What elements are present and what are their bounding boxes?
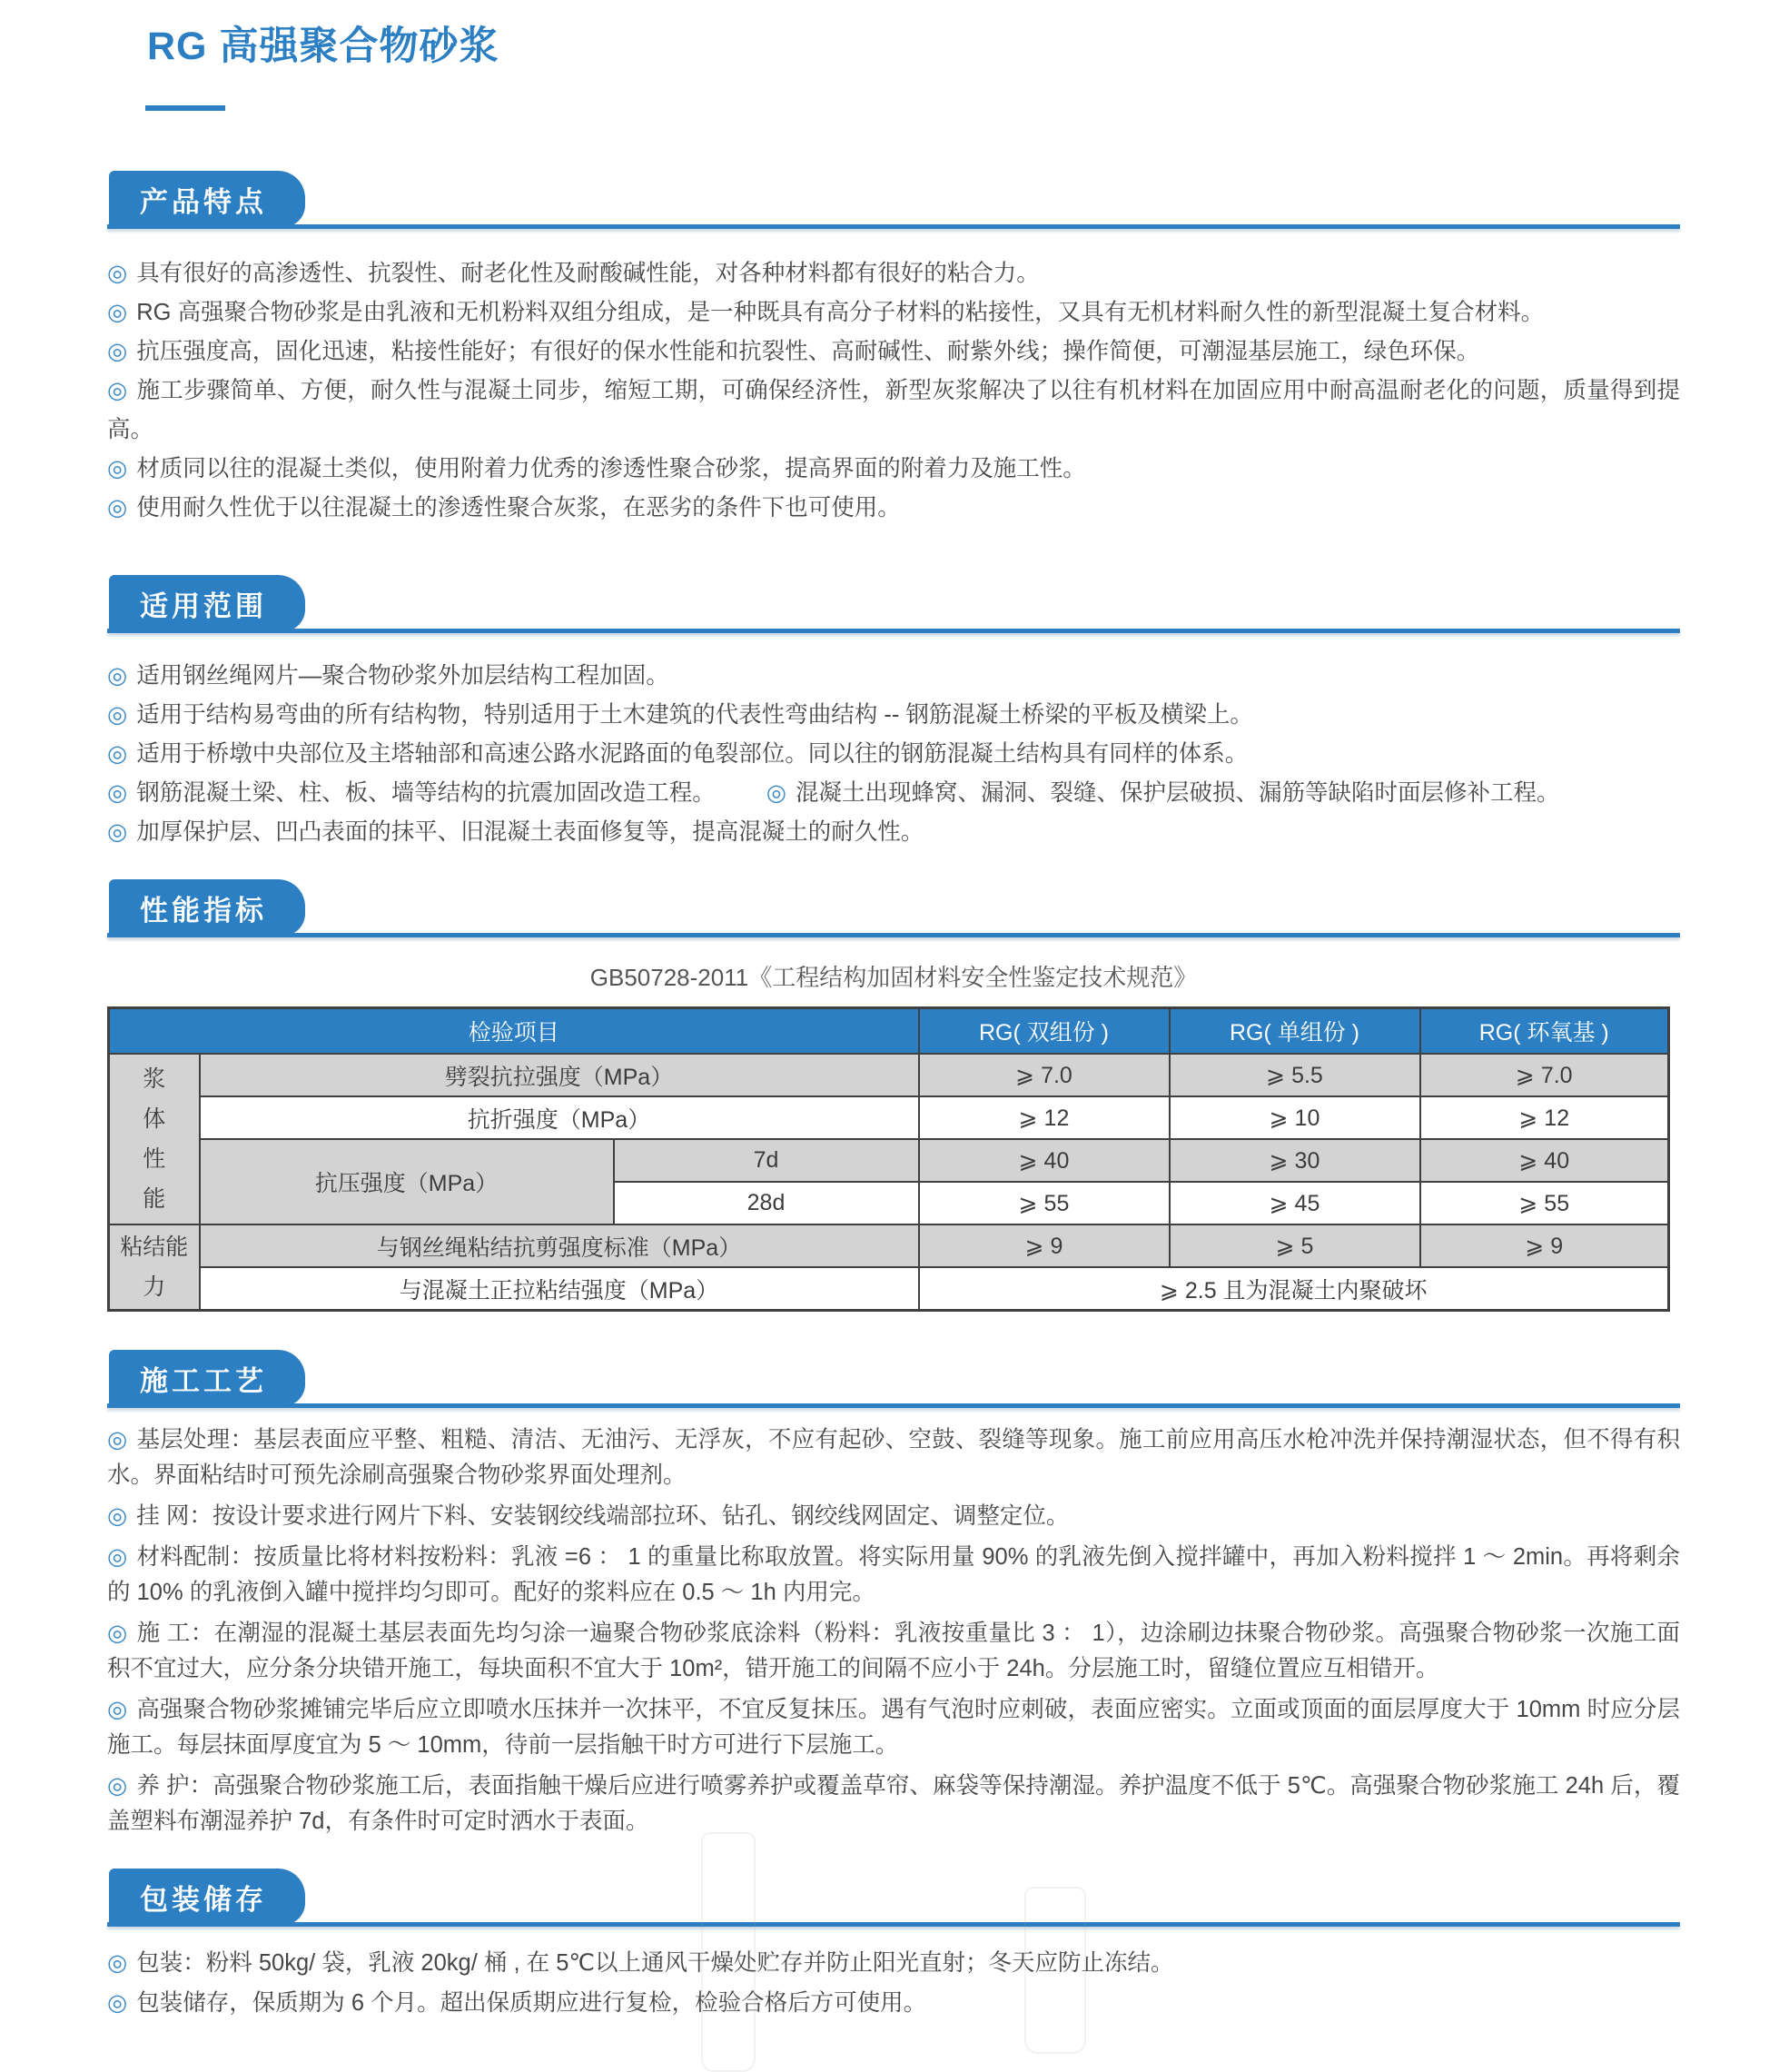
bullet-icon: ◎ (107, 1773, 128, 1799)
cell-value: ⩾ 9 (1420, 1224, 1669, 1267)
performance-table (107, 1006, 1670, 1312)
bullet-icon: ◎ (107, 378, 128, 403)
section-rule (107, 224, 1680, 229)
scope-list (107, 657, 1680, 852)
list-item-text: 包装储存，保质期为 6 个月。超出保质期应进行复检，检验合格后方可使用。 (136, 1990, 927, 2016)
cell-value: ⩾ 12 (1420, 1096, 1669, 1139)
section-badge-performance: 性能指标 (109, 879, 305, 936)
row-label: 与钢丝绳粘结抗剪强度标准（MPa） (200, 1224, 919, 1267)
list-item (107, 657, 1680, 696)
list-item (107, 1985, 1680, 2021)
list-item (107, 696, 1680, 735)
list-item (107, 489, 1680, 528)
table-row (109, 1054, 1669, 1096)
list-item-text: 适用钢丝绳网片—聚合物砂浆外加层结构工程加固。 (136, 663, 669, 689)
bullet-icon: ◎ (107, 1503, 128, 1529)
list-item-text: 钢筋混凝土梁、柱、板、墙等结构的抗震加固改造工程。 (136, 780, 716, 806)
section-header-construction (107, 1348, 1680, 1408)
table-row (109, 1139, 1669, 1182)
list-item-text: 施工步骤简单、方便，耐久性与混凝土同步，缩短工期，可确保经济性，新型灰浆解决了以往有机材料在加固应用中耐高温耐老化的问题，质量得到提高。 (107, 378, 1680, 442)
list-item (107, 332, 1680, 372)
cell-value-merged: ⩾ 2.5 且为混凝土内聚破坏 (919, 1267, 1669, 1311)
row-label: 与混凝土正拉粘结强度（MPa） (200, 1267, 919, 1311)
bullet-icon: ◎ (107, 663, 128, 689)
list-item (107, 735, 1680, 774)
list-item-text: 使用耐久性优于以往混凝土的渗透性聚合灰浆，在恶劣的条件下也可使用。 (136, 495, 901, 520)
list-item (107, 1499, 1680, 1534)
cell-value: ⩾ 55 (1420, 1182, 1669, 1224)
list-item-text: 抗压强度高，固化迅速，粘接性能好；有很好的保水性能和抗裂性、高耐碱性、耐紫外线；操作简便，可潮湿基层施工，绿色环保。 (136, 339, 1480, 364)
table-caption: GB50728-2011《工程结构加固材料安全性鉴定技术规范》 (589, 964, 1198, 991)
section-rule (107, 1403, 1680, 1408)
page-title: RG 高强聚合物砂浆 (147, 25, 499, 68)
table-header-row (109, 1008, 1669, 1055)
list-item-text: RG 高强聚合物砂浆是由乳液和无机粉料双组分组成，是一种既具有高分子材料的粘接性，又具有无机材料耐久性的新型混凝土复合材料。 (136, 300, 1545, 325)
cell-value: ⩾ 5 (1170, 1224, 1420, 1267)
col-header-rge: RG( 环氧基 ) (1420, 1008, 1669, 1055)
bullet-icon: ◎ (107, 456, 128, 481)
bullet-icon: ◎ (107, 1544, 128, 1570)
list-item-text: 具有很好的高渗透性、抗裂性、耐老化性及耐酸碱性能，对各种材料都有很好的粘合力。 (136, 261, 1040, 286)
section-badge-features: 产品特点 (109, 171, 305, 227)
list-item-text: 混凝土出现蜂窝、漏洞、裂缝、保护层破损、漏筋等缺陷时面层修补工程。 (796, 780, 1560, 806)
bullet-icon: ◎ (107, 495, 128, 520)
list-item (107, 372, 1680, 450)
title-underline (145, 105, 225, 111)
list-item (107, 1423, 1680, 1493)
cell-value: ⩾ 40 (919, 1139, 1170, 1182)
bullet-icon: ◎ (107, 702, 128, 728)
list-item (107, 254, 1680, 293)
cell-value: ⩾ 5.5 (1170, 1054, 1420, 1096)
group-label-slurry: 浆体性能 (109, 1054, 200, 1224)
col-header-rg2: RG( 双组份 ) (919, 1008, 1170, 1055)
list-item-text: 高强聚合物砂浆摊铺完毕后应立即喷水压抹并一次抹平，不宜反复抹压。遇有气泡时应刺破，表面应密实。立面或顶面的面层厚度大于 10mm 时应分层施工。每层抹面厚度宜为 5 ～ 10mm，待前一层指触干时方可进行下层施工。 (107, 1697, 1680, 1758)
cell-value: ⩾ 9 (919, 1224, 1170, 1267)
list-item (107, 450, 1680, 489)
list-item-text: 养 护：高强聚合物砂浆施工后，表面指触干燥后应进行喷雾养护或覆盖草帘、麻袋等保持潮湿。养护温度不低于 5℃。高强聚合物砂浆施工 24h 后，覆盖塑料布潮湿养护 7d，有条件时可定时洒水于表面。 (107, 1773, 1680, 1834)
row-label-compressive: 抗压强度（MPa） (200, 1139, 614, 1224)
section-rule (107, 1922, 1680, 1927)
bullet-icon: ◎ (766, 780, 787, 806)
list-item (107, 1616, 1680, 1687)
bullet-icon: ◎ (107, 300, 128, 325)
cell-value: ⩾ 10 (1170, 1096, 1420, 1139)
bullet-icon: ◎ (107, 261, 128, 286)
bullet-icon: ◎ (107, 741, 128, 767)
list-item-text: 施 工：在潮湿的混凝土基层表面先均匀涂一遍聚合物砂浆底涂料（粉料：乳液按重量比 3 ： 1），边涂刷边抹聚合物砂浆。高强聚合物砂浆一次施工面积不宜过大，应分条分块错开施工，每块面积不宜大于 10m²，错开施工的间隔不应小于 24h。分层施工时，留缝位置应互相错开。 (107, 1621, 1680, 1681)
bullet-icon: ◎ (107, 339, 128, 364)
col-header-item: 检验项目 (109, 1008, 919, 1055)
section-header-performance (107, 877, 1680, 937)
list-item-text: 包装：粉料 50kg/ 袋，乳液 20kg/ 桶 , 在 5℃以上通风干燥处贮存并防止阳光直射；冬天应防止冻结。 (136, 1950, 1174, 1976)
list-item-text: 材料配制：按质量比将材料按粉料：乳液 =6 ： 1 的重量比称取放置。将实际用量 90% 的乳液先倒入搅拌罐中，再加入粉料搅拌 1 ～ 2min。再将剩余的 10% 的乳液倒入罐中搅拌均匀即可。配好的浆料应在 0.5 ～ 1h 内用完。 (107, 1544, 1680, 1605)
bullet-icon: ◎ (107, 1950, 128, 1976)
bullet-icon: ◎ (107, 1427, 128, 1452)
section-rule (107, 629, 1680, 633)
list-item-double (107, 774, 1680, 813)
construction-list (107, 1423, 1680, 1839)
cell-value: ⩾ 30 (1170, 1139, 1420, 1182)
row-label: 劈裂抗拉强度（MPa） (200, 1054, 919, 1096)
bullet-icon: ◎ (107, 1621, 128, 1646)
cell-value: ⩾ 45 (1170, 1182, 1420, 1224)
features-list (107, 254, 1680, 528)
list-item (107, 1945, 1680, 1981)
section-badge-packaging: 包装储存 (109, 1869, 305, 1925)
list-item-text: 材质同以往的混凝土类似，使用附着力优秀的渗透性聚合砂浆，提高界面的附着力及施工性。 (136, 456, 1086, 481)
bullet-icon: ◎ (107, 819, 128, 845)
list-item-text: 适用于结构易弯曲的所有结构物，特别适用于土木建筑的代表性弯曲结构 -- 钢筋混凝土桥梁的平板及横梁上。 (136, 702, 1253, 728)
list-item-text: 基层处理：基层表面应平整、粗糙、清洁、无油污、无浮灰，不应有起砂、空鼓、裂缝等现象。施工前应用高压水枪冲洗并保持潮湿状态，但不得有积水。界面粘结时可预先涂刷高强聚合物砂浆界面处理剂。 (107, 1427, 1680, 1488)
list-item (107, 1540, 1680, 1611)
sub-label-7d: 7d (614, 1139, 919, 1182)
list-item-text: 挂 网：按设计要求进行网片下料、安装钢绞线端部拉环、钻孔、钢绞线网固定、调整定位。 (136, 1503, 1070, 1529)
section-header-scope (107, 573, 1680, 633)
sub-label-28d: 28d (614, 1182, 919, 1224)
section-badge-construction: 施工工艺 (109, 1350, 305, 1406)
list-item-text: 加厚保护层、凹凸表面的抹平、旧混凝土表面修复等，提高混凝土的耐久性。 (136, 819, 924, 845)
list-item (107, 1769, 1680, 1839)
cell-value: ⩾ 55 (919, 1182, 1170, 1224)
bullet-icon: ◎ (107, 780, 128, 806)
section-header-features (107, 169, 1680, 229)
list-item (107, 813, 1680, 852)
cell-value: ⩾ 40 (1420, 1139, 1669, 1182)
section-rule (107, 933, 1680, 937)
row-label: 抗折强度（MPa） (200, 1096, 919, 1139)
list-item (107, 293, 1680, 332)
cell-value: ⩾ 7.0 (1420, 1054, 1669, 1096)
packaging-list (107, 1945, 1680, 2021)
group-label-bond: 粘结能力 (109, 1224, 200, 1311)
table-row (109, 1267, 1669, 1311)
bullet-icon: ◎ (107, 1697, 128, 1722)
table-row (109, 1224, 1669, 1267)
list-item (107, 1692, 1680, 1763)
bullet-icon: ◎ (107, 1990, 128, 2016)
table-row (109, 1096, 1669, 1139)
cell-value: ⩾ 12 (919, 1096, 1170, 1139)
section-header-packaging (107, 1867, 1680, 1927)
cell-value: ⩾ 7.0 (919, 1054, 1170, 1096)
section-badge-scope: 适用范围 (109, 575, 305, 631)
list-item-text: 适用于桥墩中央部位及主塔轴部和高速公路水泥路面的龟裂部位。同以往的钢筋混凝土结构具有同样的体系。 (136, 741, 1249, 767)
col-header-rg1: RG( 单组份 ) (1170, 1008, 1420, 1055)
